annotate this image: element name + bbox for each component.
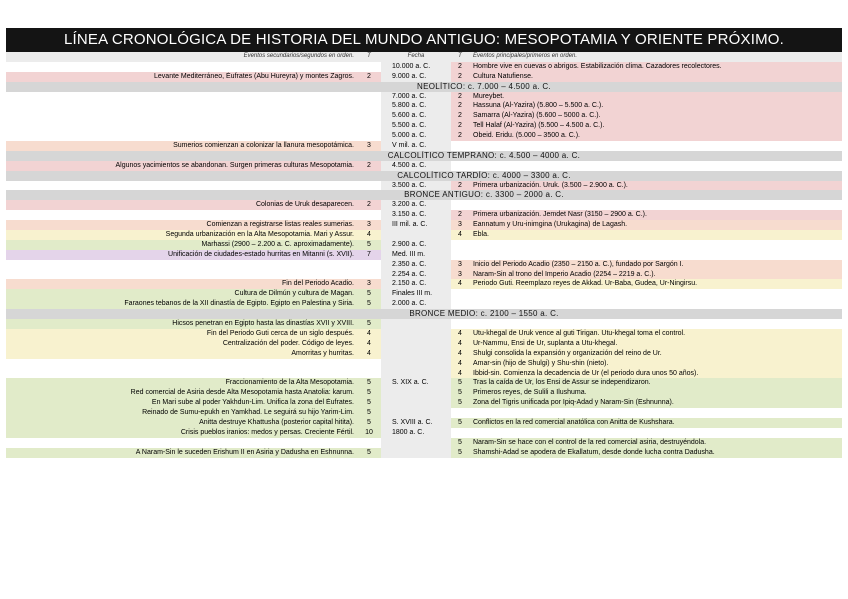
date-cell xyxy=(381,398,451,408)
secondary-type: 5 xyxy=(357,448,381,458)
secondary-event: Hicsos penetran en Egipto hasta las dinastías XVII y XVIII. xyxy=(6,319,357,329)
secondary-type xyxy=(357,369,381,379)
primary-event: Mureybet. xyxy=(469,92,842,102)
header-t-secondary: T xyxy=(367,53,371,59)
header-primary: Eventos principales/primeros en orden. xyxy=(473,53,578,59)
timeline-row xyxy=(6,369,842,379)
timeline-row xyxy=(6,260,842,270)
primary-type: 4 xyxy=(451,349,469,359)
secondary-event: En Mari sube al poder Yakhdun-Lim. Unifica la zona del Éufrates. xyxy=(6,398,357,408)
primary-type: 3 xyxy=(451,270,469,280)
secondary-event xyxy=(6,359,357,369)
page-title: LÍNEA CRONOLÓGICA DE HISTORIA DEL MUNDO ANTIGUO: MESOPOTAMIA Y ORIENTE PRÓXIMO. xyxy=(6,28,842,52)
secondary-type: 2 xyxy=(357,200,381,210)
timeline-row xyxy=(6,62,842,72)
secondary-type: 3 xyxy=(357,220,381,230)
timeline-row xyxy=(6,428,842,438)
period-label: NEOLÍTICO: c. 7.000 – 4.500 a. C. xyxy=(417,81,551,91)
secondary-type: 4 xyxy=(357,339,381,349)
primary-type xyxy=(451,240,469,250)
primary-type: 2 xyxy=(451,111,469,121)
primary-event: Ibbid-sin. Comienza la decadencia de Ur (el periodo dura unos 50 años). xyxy=(469,369,842,379)
primary-event: Shulgi consolida la expansión y organización del reino de Ur. xyxy=(469,349,842,359)
primary-type: 5 xyxy=(451,418,469,428)
secondary-event xyxy=(6,92,357,102)
date-cell: Finales III m. xyxy=(381,289,451,299)
secondary-type xyxy=(357,438,381,448)
date-cell: 5.500 a. C. xyxy=(381,121,451,131)
primary-type: 3 xyxy=(451,220,469,230)
primary-event: Ur-Nammu, Ensi de Ur, suplanta a Utu-khegal. xyxy=(469,339,842,349)
timeline-row xyxy=(6,210,842,220)
date-cell: 5.800 a. C. xyxy=(381,101,451,111)
primary-type: 4 xyxy=(451,339,469,349)
primary-event: Hombre vive en cuevas o abrigos. Estabilización clima. Cazadores recolectores. xyxy=(469,62,842,72)
primary-event: Conflictos en la red comercial anatólica con Anitta de Kushshara. xyxy=(469,418,842,428)
primary-type xyxy=(451,250,469,260)
primary-event: Hassuna (Al-Yazira) (5.800 – 5.500 a. C.). xyxy=(469,101,842,111)
date-cell: Med. III m. xyxy=(381,250,451,260)
secondary-event xyxy=(6,369,357,379)
date-cell xyxy=(381,369,451,379)
secondary-type: 5 xyxy=(357,289,381,299)
primary-type xyxy=(451,299,469,309)
date-cell: S. XVIII a. C. xyxy=(381,418,451,428)
timeline-row xyxy=(6,92,842,102)
secondary-event: Amorritas y hurritas. xyxy=(6,349,357,359)
primary-type: 4 xyxy=(451,279,469,289)
primary-event xyxy=(469,250,842,260)
date-cell xyxy=(381,388,451,398)
timeline-row xyxy=(6,329,842,339)
primary-event xyxy=(469,200,842,210)
secondary-type xyxy=(357,181,381,191)
date-cell xyxy=(381,230,451,240)
primary-event xyxy=(469,141,842,151)
secondary-event: Sumerios comienzan a colonizar la llanura mesopotámica. xyxy=(6,141,357,151)
secondary-type: 2 xyxy=(357,72,381,82)
primary-type xyxy=(451,141,469,151)
column-header-row xyxy=(6,52,842,62)
date-cell xyxy=(381,349,451,359)
secondary-event xyxy=(6,260,357,270)
timeline-row xyxy=(6,279,842,289)
date-cell: 3.500 a. C. xyxy=(381,181,451,191)
timeline-row xyxy=(6,121,842,131)
date-cell: 7.000 a. C. xyxy=(381,92,451,102)
timeline-row xyxy=(6,161,842,171)
primary-event: Samarra (Al-Yazira) (5.600 – 5000 a. C.). xyxy=(469,111,842,121)
timeline-row xyxy=(6,378,842,388)
date-cell xyxy=(381,339,451,349)
timeline-row xyxy=(6,181,842,191)
primary-event: Eannatum y Uru-inimgina (Urukagina) de Lagash. xyxy=(469,220,842,230)
period-header xyxy=(6,190,842,200)
secondary-event: Fraccionamiento de la Alta Mesopotamia. xyxy=(6,378,357,388)
timeline-row xyxy=(6,438,842,448)
primary-event: Primera urbanización. Uruk. (3.500 – 2.900 a. C.). xyxy=(469,181,842,191)
timeline-row xyxy=(6,240,842,250)
primary-event: Zona del Tigris unificada por Ipiq-Adad y Naram-Sin (Eshnunna). xyxy=(469,398,842,408)
primary-event: Utu-khegal de Uruk vence al guti Tirigan. Utu-khegal toma el control. xyxy=(469,329,842,339)
date-cell: 2.254 a. C. xyxy=(381,270,451,280)
timeline-row xyxy=(6,72,842,82)
secondary-type: 5 xyxy=(357,408,381,418)
timeline-row xyxy=(6,101,842,111)
date-cell: 2.000 a. C. xyxy=(381,299,451,309)
primary-event xyxy=(469,299,842,309)
timeline-row xyxy=(6,349,842,359)
secondary-type: 5 xyxy=(357,378,381,388)
timeline-row xyxy=(6,339,842,349)
date-cell: 10.000 a. C. xyxy=(381,62,451,72)
timeline-row xyxy=(6,200,842,210)
date-cell xyxy=(381,408,451,418)
secondary-type xyxy=(357,92,381,102)
primary-event: Shamshi-Adad se apodera de Ekallatum, desde donde lucha contra Dadusha. xyxy=(469,448,842,458)
primary-type xyxy=(451,319,469,329)
secondary-type: 4 xyxy=(357,329,381,339)
secondary-event: Colonias de Uruk desaparecen. xyxy=(6,200,357,210)
secondary-type xyxy=(357,260,381,270)
timeline-row xyxy=(6,220,842,230)
timeline-table xyxy=(6,52,842,458)
primary-event: Periodo Guti. Reemplazo reyes de Akkad. Ur-Baba, Gudea, Ur-Ningirsu. xyxy=(469,279,842,289)
date-cell: S. XIX a. C. xyxy=(381,378,451,388)
secondary-type xyxy=(357,131,381,141)
primary-event xyxy=(469,428,842,438)
secondary-event xyxy=(6,438,357,448)
secondary-type xyxy=(357,359,381,369)
primary-type: 4 xyxy=(451,329,469,339)
secondary-type: 3 xyxy=(357,279,381,289)
date-cell: 2.900 a. C. xyxy=(381,240,451,250)
primary-type: 5 xyxy=(451,448,469,458)
date-cell: V mil. a. C. xyxy=(381,141,451,151)
primary-event xyxy=(469,289,842,299)
secondary-event: Centralización del poder. Código de leyes. xyxy=(6,339,357,349)
date-cell xyxy=(381,438,451,448)
period-label: BRONCE MEDIO: c. 2100 – 1550 a. C. xyxy=(409,309,559,319)
timeline-row xyxy=(6,408,842,418)
date-cell: 5.600 a. C. xyxy=(381,111,451,121)
primary-type: 2 xyxy=(451,121,469,131)
primary-type: 3 xyxy=(451,260,469,270)
date-cell: 2.350 a. C. xyxy=(381,260,451,270)
timeline-rows xyxy=(6,62,842,458)
secondary-event: Fin del Periodo Acadio. xyxy=(6,279,357,289)
secondary-event: Levante Mediterráneo, Éufrates (Abu Hureyra) y montes Zagros. xyxy=(6,72,357,82)
secondary-event xyxy=(6,270,357,280)
secondary-type: 5 xyxy=(357,299,381,309)
secondary-type xyxy=(357,121,381,131)
primary-type xyxy=(451,289,469,299)
timeline-row xyxy=(6,230,842,240)
primary-type: 5 xyxy=(451,398,469,408)
timeline-sheet xyxy=(6,28,842,458)
primary-event: Obeid. Eridu. (5.000 – 3500 a. C.). xyxy=(469,131,842,141)
secondary-type: 5 xyxy=(357,418,381,428)
timeline-row xyxy=(6,250,842,260)
secondary-type xyxy=(357,101,381,111)
period-header xyxy=(6,171,842,181)
secondary-event: Comienzan a registrarse listas reales sumerias. xyxy=(6,220,357,230)
secondary-type: 4 xyxy=(357,349,381,359)
timeline-row xyxy=(6,289,842,299)
period-label: BRONCE ANTIGUO: c. 3300 – 2000 a. C. xyxy=(404,190,564,200)
primary-event: Tras la caída de Ur, los Ensi de Assur se independizaron. xyxy=(469,378,842,388)
secondary-event: Crisis pueblos iranios: medos y persas. Creciente Fértil. xyxy=(6,428,357,438)
secondary-type: 5 xyxy=(357,398,381,408)
timeline-row xyxy=(6,418,842,428)
primary-event xyxy=(469,161,842,171)
primary-event: Primera urbanización. Jemdet Nasr (3150 – 2900 a. C.). xyxy=(469,210,842,220)
timeline-row xyxy=(6,141,842,151)
secondary-type: 5 xyxy=(357,319,381,329)
secondary-event: Algunos yacimientos se abandonan. Surgen primeras culturas Mesopotamia. xyxy=(6,161,357,171)
secondary-type xyxy=(357,270,381,280)
primary-event: Ebla. xyxy=(469,230,842,240)
primary-type: 2 xyxy=(451,210,469,220)
secondary-event: Red comercial de Asiria desde Alta Mesopotamia hasta Anatolia: karum. xyxy=(6,388,357,398)
primary-type: 5 xyxy=(451,388,469,398)
date-cell: 2.150 a. C. xyxy=(381,279,451,289)
primary-type: 5 xyxy=(451,438,469,448)
secondary-type: 7 xyxy=(357,250,381,260)
secondary-event xyxy=(6,101,357,111)
timeline-row xyxy=(6,388,842,398)
timeline-row xyxy=(6,299,842,309)
secondary-event: Anitta destruye Khattusha (posterior capital hitita). xyxy=(6,418,357,428)
primary-event: Naram-Sin se hace con el control de la red comercial asiria, destruyéndola. xyxy=(469,438,842,448)
primary-event: Inicio del Periodo Acadio (2350 – 2150 a. C.), fundado por Sargón I. xyxy=(469,260,842,270)
timeline-row xyxy=(6,319,842,329)
period-label: CALCOLÍTICO TEMPRANO: c. 4.500 – 4000 a. C. xyxy=(387,150,581,160)
period-header xyxy=(6,151,842,161)
primary-type xyxy=(451,428,469,438)
primary-event: Primeros reyes, de Sulili a Ilushuma. xyxy=(469,388,842,398)
secondary-event: Fin del Periodo Guti cerca de un siglo después. xyxy=(6,329,357,339)
timeline-row xyxy=(6,359,842,369)
primary-event xyxy=(469,408,842,418)
timeline-row xyxy=(6,270,842,280)
secondary-event xyxy=(6,181,357,191)
timeline-row xyxy=(6,398,842,408)
primary-type: 2 xyxy=(451,101,469,111)
date-cell: 1800 a. C. xyxy=(381,428,451,438)
secondary-type xyxy=(357,210,381,220)
secondary-event: Faraones tebanos de la XII dinastía de Egipto. Egipto en Palestina y Siria. xyxy=(6,299,357,309)
header-fecha: Fecha xyxy=(407,53,425,59)
primary-type: 2 xyxy=(451,62,469,72)
period-header xyxy=(6,82,842,92)
primary-event: Naram-Sin al trono del Imperio Acadio (2254 – 2219 a. C.). xyxy=(469,270,842,280)
date-cell: III mil. a. C. xyxy=(381,220,451,230)
secondary-event: Unificación de ciudades-estado hurritas en Mitanni (s. XVII). xyxy=(6,250,357,260)
period-label: CALCOLÍTICO TARDÍO: c. 4000 – 3300 a. C. xyxy=(397,170,571,180)
secondary-event xyxy=(6,62,357,72)
primary-type xyxy=(451,161,469,171)
period-header xyxy=(6,309,842,319)
primary-event xyxy=(469,319,842,329)
primary-type: 2 xyxy=(451,92,469,102)
secondary-event xyxy=(6,210,357,220)
secondary-type: 5 xyxy=(357,388,381,398)
primary-type: 2 xyxy=(451,72,469,82)
secondary-event: Reinado de Sumu-epukh en Yamkhad. Le seguirá su hijo Yarim-Lim. xyxy=(6,408,357,418)
secondary-type: 3 xyxy=(357,141,381,151)
primary-event xyxy=(469,240,842,250)
date-cell xyxy=(381,448,451,458)
date-cell xyxy=(381,359,451,369)
primary-event: Tell Halaf (Al-Yazira) (5.500 – 4.500 a. C.). xyxy=(469,121,842,131)
primary-type: 4 xyxy=(451,230,469,240)
secondary-type: 2 xyxy=(357,161,381,171)
date-cell: 3.150 a. C. xyxy=(381,210,451,220)
primary-event: Amar-sin (hijo de Shulgi) y Shu-shin (nieto). xyxy=(469,359,842,369)
header-t-primary: T xyxy=(458,53,462,59)
primary-event: Cultura Natufiense. xyxy=(469,72,842,82)
secondary-event xyxy=(6,121,357,131)
primary-type: 4 xyxy=(451,359,469,369)
timeline-row xyxy=(6,131,842,141)
primary-type: 2 xyxy=(451,181,469,191)
date-cell xyxy=(381,329,451,339)
secondary-event: Cultura de Dilmún y cultura de Magan. xyxy=(6,289,357,299)
primary-type xyxy=(451,408,469,418)
primary-type xyxy=(451,200,469,210)
timeline-row xyxy=(6,111,842,121)
secondary-event xyxy=(6,131,357,141)
date-cell: 4.500 a. C. xyxy=(381,161,451,171)
secondary-type xyxy=(357,111,381,121)
secondary-type xyxy=(357,62,381,72)
date-cell: 9.000 a. C. xyxy=(381,72,451,82)
primary-type: 4 xyxy=(451,369,469,379)
secondary-event xyxy=(6,111,357,121)
secondary-type: 4 xyxy=(357,230,381,240)
secondary-event: Marhassi (2900 – 2.200 a. C. aproximadamente). xyxy=(6,240,357,250)
secondary-event: A Naram-Sin le suceden Erishum II en Asiria y Dadusha en Eshnunna. xyxy=(6,448,357,458)
primary-type: 5 xyxy=(451,378,469,388)
date-cell: 5.000 a. C. xyxy=(381,131,451,141)
date-cell: 3.200 a. C. xyxy=(381,200,451,210)
secondary-type: 10 xyxy=(357,428,381,438)
date-cell xyxy=(381,319,451,329)
secondary-type: 5 xyxy=(357,240,381,250)
timeline-row xyxy=(6,448,842,458)
primary-type: 2 xyxy=(451,131,469,141)
header-secondary: Eventos secundarios/segundos en orden. xyxy=(243,53,354,59)
secondary-event: Segunda urbanización en la Alta Mesopotamia. Mari y Assur. xyxy=(6,230,357,240)
